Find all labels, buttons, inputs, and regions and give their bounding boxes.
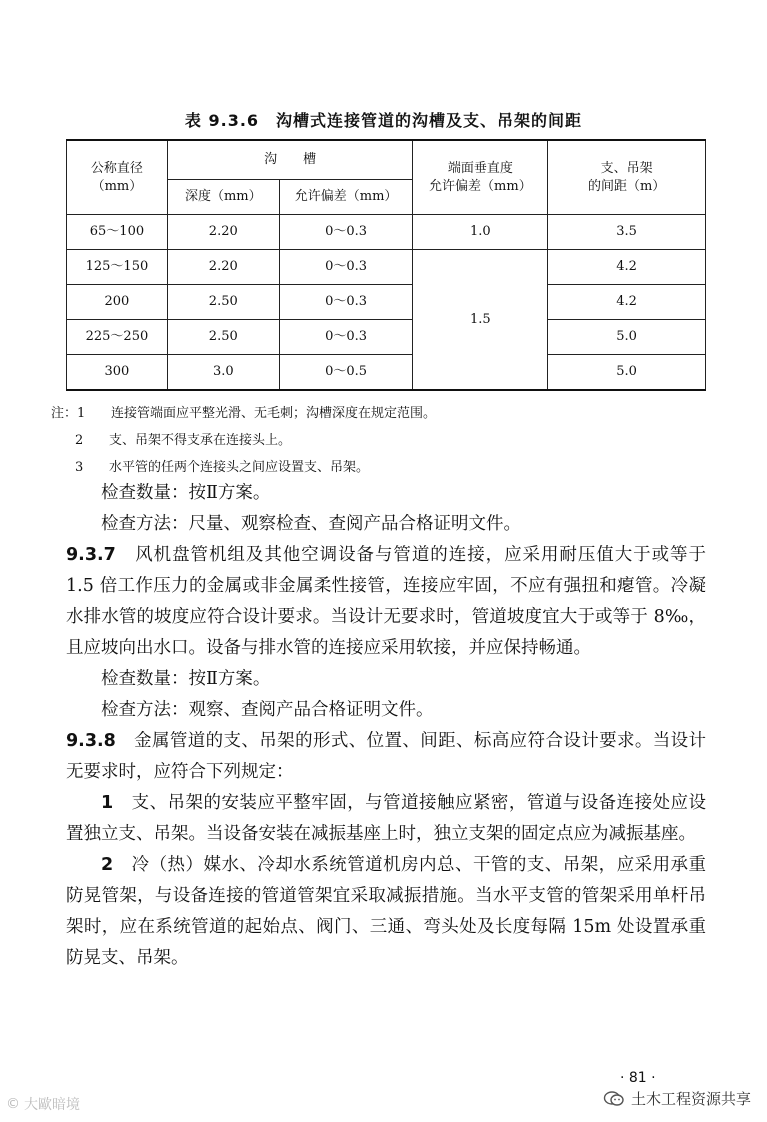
header-diameter: 公称直径 （mm） bbox=[67, 140, 168, 215]
header-deviation: 允许偏差（mm） bbox=[279, 180, 413, 215]
groove-spacing-table bbox=[66, 139, 706, 391]
header-support-spacing: 支、吊架 的间距（m） bbox=[548, 140, 706, 215]
cell-diameter: 300 bbox=[67, 355, 168, 391]
table-notes bbox=[51, 400, 437, 481]
watermark-left: © 大歐暗境 bbox=[6, 1096, 80, 1113]
cell-perpendicularity: 1.0 bbox=[413, 215, 548, 250]
cell-support: 5.0 bbox=[548, 355, 706, 391]
cell-diameter: 65～100 bbox=[67, 215, 168, 250]
header-perpendicularity: 端面垂直度 允许偏差（mm） bbox=[413, 140, 548, 215]
cell-perpendicularity-merged: 1.5 bbox=[413, 250, 548, 391]
page-number: · 81 · bbox=[620, 1070, 656, 1086]
cell-deviation: 0～0.3 bbox=[279, 215, 413, 250]
copyright-icon: © bbox=[6, 1096, 20, 1112]
check-method: 检查方法：尺量、观察检查、查阅产品合格证明文件。 bbox=[101, 514, 521, 534]
note-item: 2 支、吊架不得支承在连接头上。 bbox=[75, 433, 292, 448]
watermark-right: 土木工程资源共享 bbox=[603, 1088, 751, 1109]
note-item: 注：1 连接管端面应平整光滑、无毛刺；沟槽深度在规定范围。 bbox=[51, 406, 437, 421]
header-groove: 沟 槽 bbox=[167, 140, 413, 180]
cell-depth: 3.0 bbox=[167, 355, 279, 391]
cell-diameter: 225～250 bbox=[67, 320, 168, 355]
cell-depth: 2.50 bbox=[167, 285, 279, 320]
cell-deviation: 0～0.3 bbox=[279, 250, 413, 285]
table-row bbox=[67, 250, 706, 285]
check-method: 检查方法：观察、查阅产品合格证明文件。 bbox=[101, 700, 434, 720]
cell-diameter: 125～150 bbox=[67, 250, 168, 285]
clause-item-1: 1 支、吊架的安装应平整牢固，与管道接触应紧密，管道与设备连接处应设置独立支、吊架。当设备安装在减振基座上时，独立支架的固定点应为减振基座。 bbox=[66, 793, 707, 844]
note-item: 3 水平管的任两个连接头之间应设置支、吊架。 bbox=[75, 460, 370, 475]
body-text bbox=[66, 478, 706, 974]
wechat-icon bbox=[603, 1090, 625, 1108]
check-quantity: 检查数量：按Ⅱ方案。 bbox=[101, 669, 271, 689]
clause-number: 9.3.7 bbox=[66, 545, 116, 565]
clause-item-2: 2 冷（热）媒水、冷却水系统管道机房内总、干管的支、吊架，应采用承重防晃管架，与设备连接的管道管架宜采取减振措施。当水平支管的管架采用单杆吊架时，应在系统管道的起始点、阀门、三通、弯头处及长度每隔 15m 处设置承重防晃支、吊架。 bbox=[66, 855, 707, 968]
clause-number: 9.3.8 bbox=[66, 731, 116, 751]
cell-support: 3.5 bbox=[548, 215, 706, 250]
cell-deviation: 0～0.3 bbox=[279, 320, 413, 355]
cell-depth: 2.20 bbox=[167, 250, 279, 285]
check-quantity: 检查数量：按Ⅱ方案。 bbox=[101, 483, 271, 503]
cell-deviation: 0～0.5 bbox=[279, 355, 413, 391]
table-row bbox=[67, 320, 706, 355]
clause-9-3-7: 9.3.7 风机盘管机组及其他空调设备与管道的连接，应采用耐压值大于或等于 1.5 倍工作压力的金属或非金属柔性接管，连接应牢固，不应有强扭和瘪管。冷凝水排水管的坡度应符合设计要求。当设计无要求时，管道坡度宜大于或等于 8‰，且应坡向出水口。设备与排水管的连接应采用软接，并应保持畅通。 bbox=[66, 545, 707, 658]
table-row bbox=[67, 285, 706, 320]
cell-support: 4.2 bbox=[548, 285, 706, 320]
table-title: 表 9.3.6 沟槽式连接管道的沟槽及支、吊架的间距 bbox=[184, 111, 583, 130]
cell-support: 4.2 bbox=[548, 250, 706, 285]
cell-deviation: 0～0.3 bbox=[279, 285, 413, 320]
cell-depth: 2.50 bbox=[167, 320, 279, 355]
table-row bbox=[67, 215, 706, 250]
header-depth: 深度（mm） bbox=[167, 180, 279, 215]
cell-support: 5.0 bbox=[548, 320, 706, 355]
cell-diameter: 200 bbox=[67, 285, 168, 320]
clause-9-3-8: 9.3.8 金属管道的支、吊架的形式、位置、间距、标高应符合设计要求。当设计无要求时，应符合下列规定： bbox=[66, 731, 707, 782]
cell-depth: 2.20 bbox=[167, 215, 279, 250]
table-row bbox=[67, 355, 706, 391]
header-row bbox=[67, 140, 706, 180]
